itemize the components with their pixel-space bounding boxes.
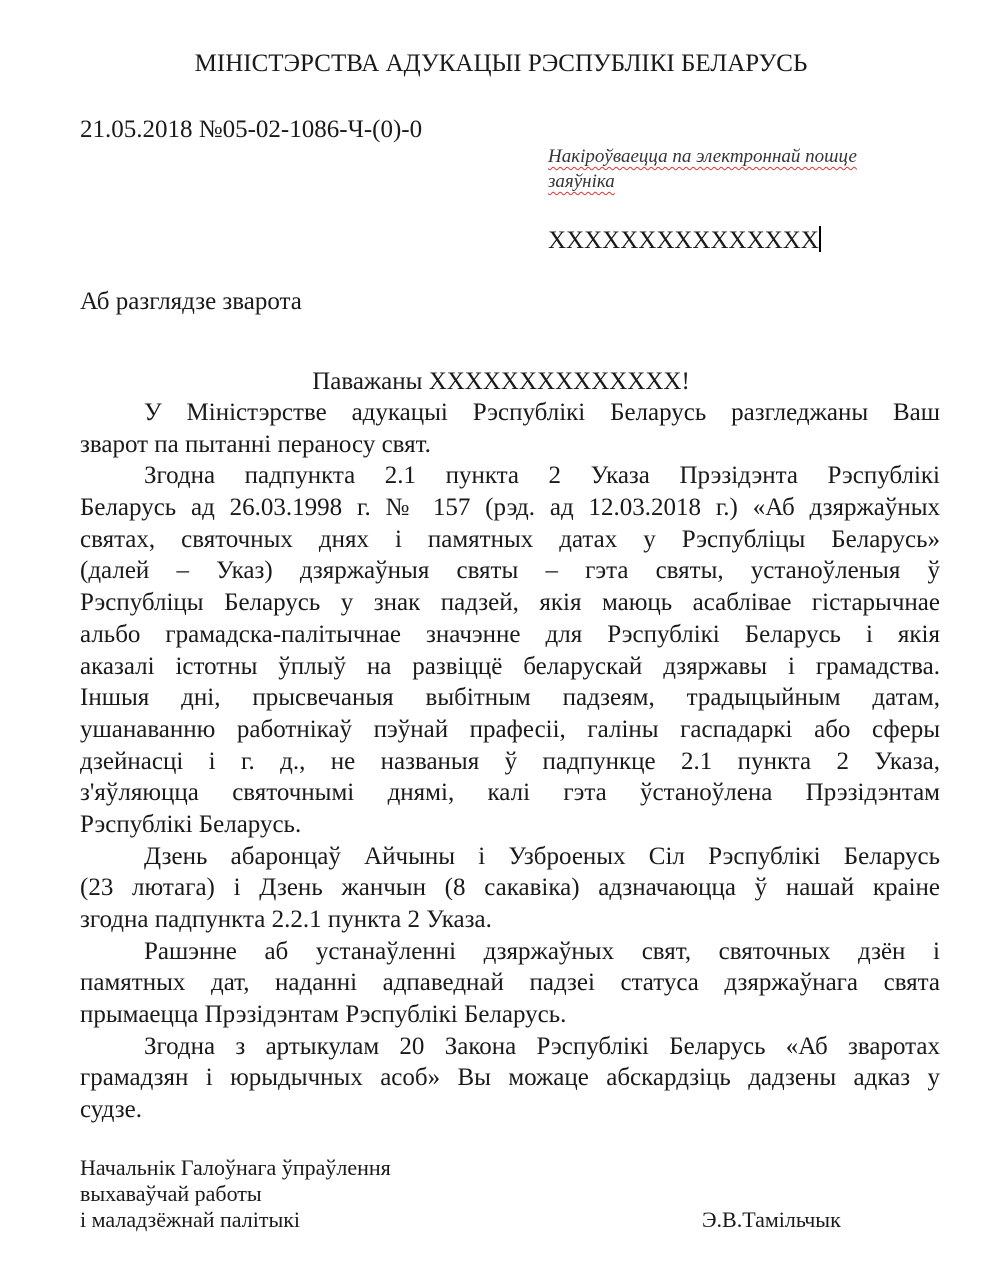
paragraph-1-line: У Міністэрстве адукацыі Рэспублікі Беларусь разгледжаны Ваш	[144, 399, 940, 426]
document-date-number: 21.05.2018 №05-02-1086-Ч-(0)-0	[80, 116, 423, 143]
paragraph-2-line: ушанаванню работнікаў пэўнай прафесіі, галіны гаспадаркі або сферы	[80, 715, 940, 743]
letter-subject: Аб разглядзе зварота	[80, 288, 302, 315]
paragraph-2-line: святах, святочных днях і памятных датах у Рэспубліцы Беларусь»	[80, 525, 940, 553]
addressee[interactable]	[548, 226, 821, 255]
paragraph-2-line: Згодна падпункта 2.1 пункта 2 Указа Прэзідэнта Рэспублікі	[144, 462, 940, 490]
text-cursor	[819, 226, 821, 252]
paragraph-5-line: судзе.	[80, 1096, 142, 1124]
delivery-note-line1: Накіроўваецца па электроннай пошце	[548, 146, 857, 167]
paragraph-3-line: Дзень абаронцаў Айчыны і Узброеных Сіл Рэспублікі Беларусь	[144, 842, 940, 870]
addressee-text: XXXXXXXXXXXXXXX	[548, 227, 819, 254]
delivery-note-line2: заяўніка	[548, 171, 615, 192]
paragraph-2-line: альбо грамадска-палітычнае значэнне для Рэспублікі Беларусь і якія	[80, 620, 940, 648]
signatory-position-line1: Начальнік Галоўнага ўпраўлення	[80, 1155, 391, 1180]
paragraph-2-line: з'яўляюцца святочнымі днямі, калі гэта ўстаноўлена Прэзідэнтам	[80, 779, 940, 807]
greeting: Паважаны XXXXXXXXXXXXXX!	[312, 368, 690, 395]
signatory-position-line3: і маладзёжнай палітыкі	[80, 1207, 301, 1232]
paragraph-2-line: Беларусь ад 26.03.1998 г. № 157 (рэд. ад 12.03.2018 г.) «Аб дзяржаўных	[80, 494, 940, 522]
paragraph-2-line: аказалі істотны ўплыў на развіццё беларускай дзяржавы і грамадства.	[80, 652, 940, 680]
paragraph-1-line: зварот па пытанні пераносу свят.	[80, 430, 431, 458]
paragraph-4-line: Рашэнне аб устанаўленні дзяржаўных свят, святочных дзён і	[144, 937, 940, 965]
paragraph-5-line: грамадзян і юрыдычных асоб» Вы можаце абскардзіць дадзены адказ у	[80, 1064, 940, 1092]
ministry-heading: МІНІСТЭРСТВА АДУКАЦЫІ РЭСПУБЛІКІ БЕЛАРУСЬ	[194, 50, 808, 77]
signatory-position-line2: выхаваўчай работы	[80, 1181, 262, 1206]
paragraph-2-line: Рэспублікі Беларусь.	[80, 810, 302, 838]
paragraph-2-line: Рэспубліцы Беларусь у знак падзей, якія маюць асаблівае гістарычнае	[80, 589, 940, 617]
paragraph-5-line: Згодна з артыкулам 20 Закона Рэспублікі Беларусь «Аб зваротах	[144, 1032, 940, 1060]
letter-body	[80, 397, 940, 1126]
paragraph-4-line: прымаецца Прэзідэнтам Рэспублікі Беларусь.	[80, 1001, 567, 1029]
paragraph-4-line: памятных дат, наданні адпаведнай падзеі статуса дзяржаўнага свята	[80, 969, 940, 997]
paragraph-2-line: Іншыя дні, прысвечаныя выбітным падзеям, традыцыйным датам,	[80, 684, 940, 712]
paragraph-3-line: (23 лютага) і Дзень жанчын (8 сакавіка) адзначаюцца ў нашай краіне	[80, 874, 940, 902]
paragraph-3-line: згодна падпункта 2.2.1 пункта 2 Указа.	[80, 906, 492, 933]
paragraph-2-line: дзейнасці і г. д., не названыя ў падпункце 2.1 пункта 2 Указа,	[80, 747, 940, 775]
paragraph-2-line: (далей – Указ) дзяржаўныя святы – гэта святы, устаноўленыя ў	[80, 557, 940, 585]
signatory-name: Э.В.Тамільчык	[702, 1207, 841, 1232]
